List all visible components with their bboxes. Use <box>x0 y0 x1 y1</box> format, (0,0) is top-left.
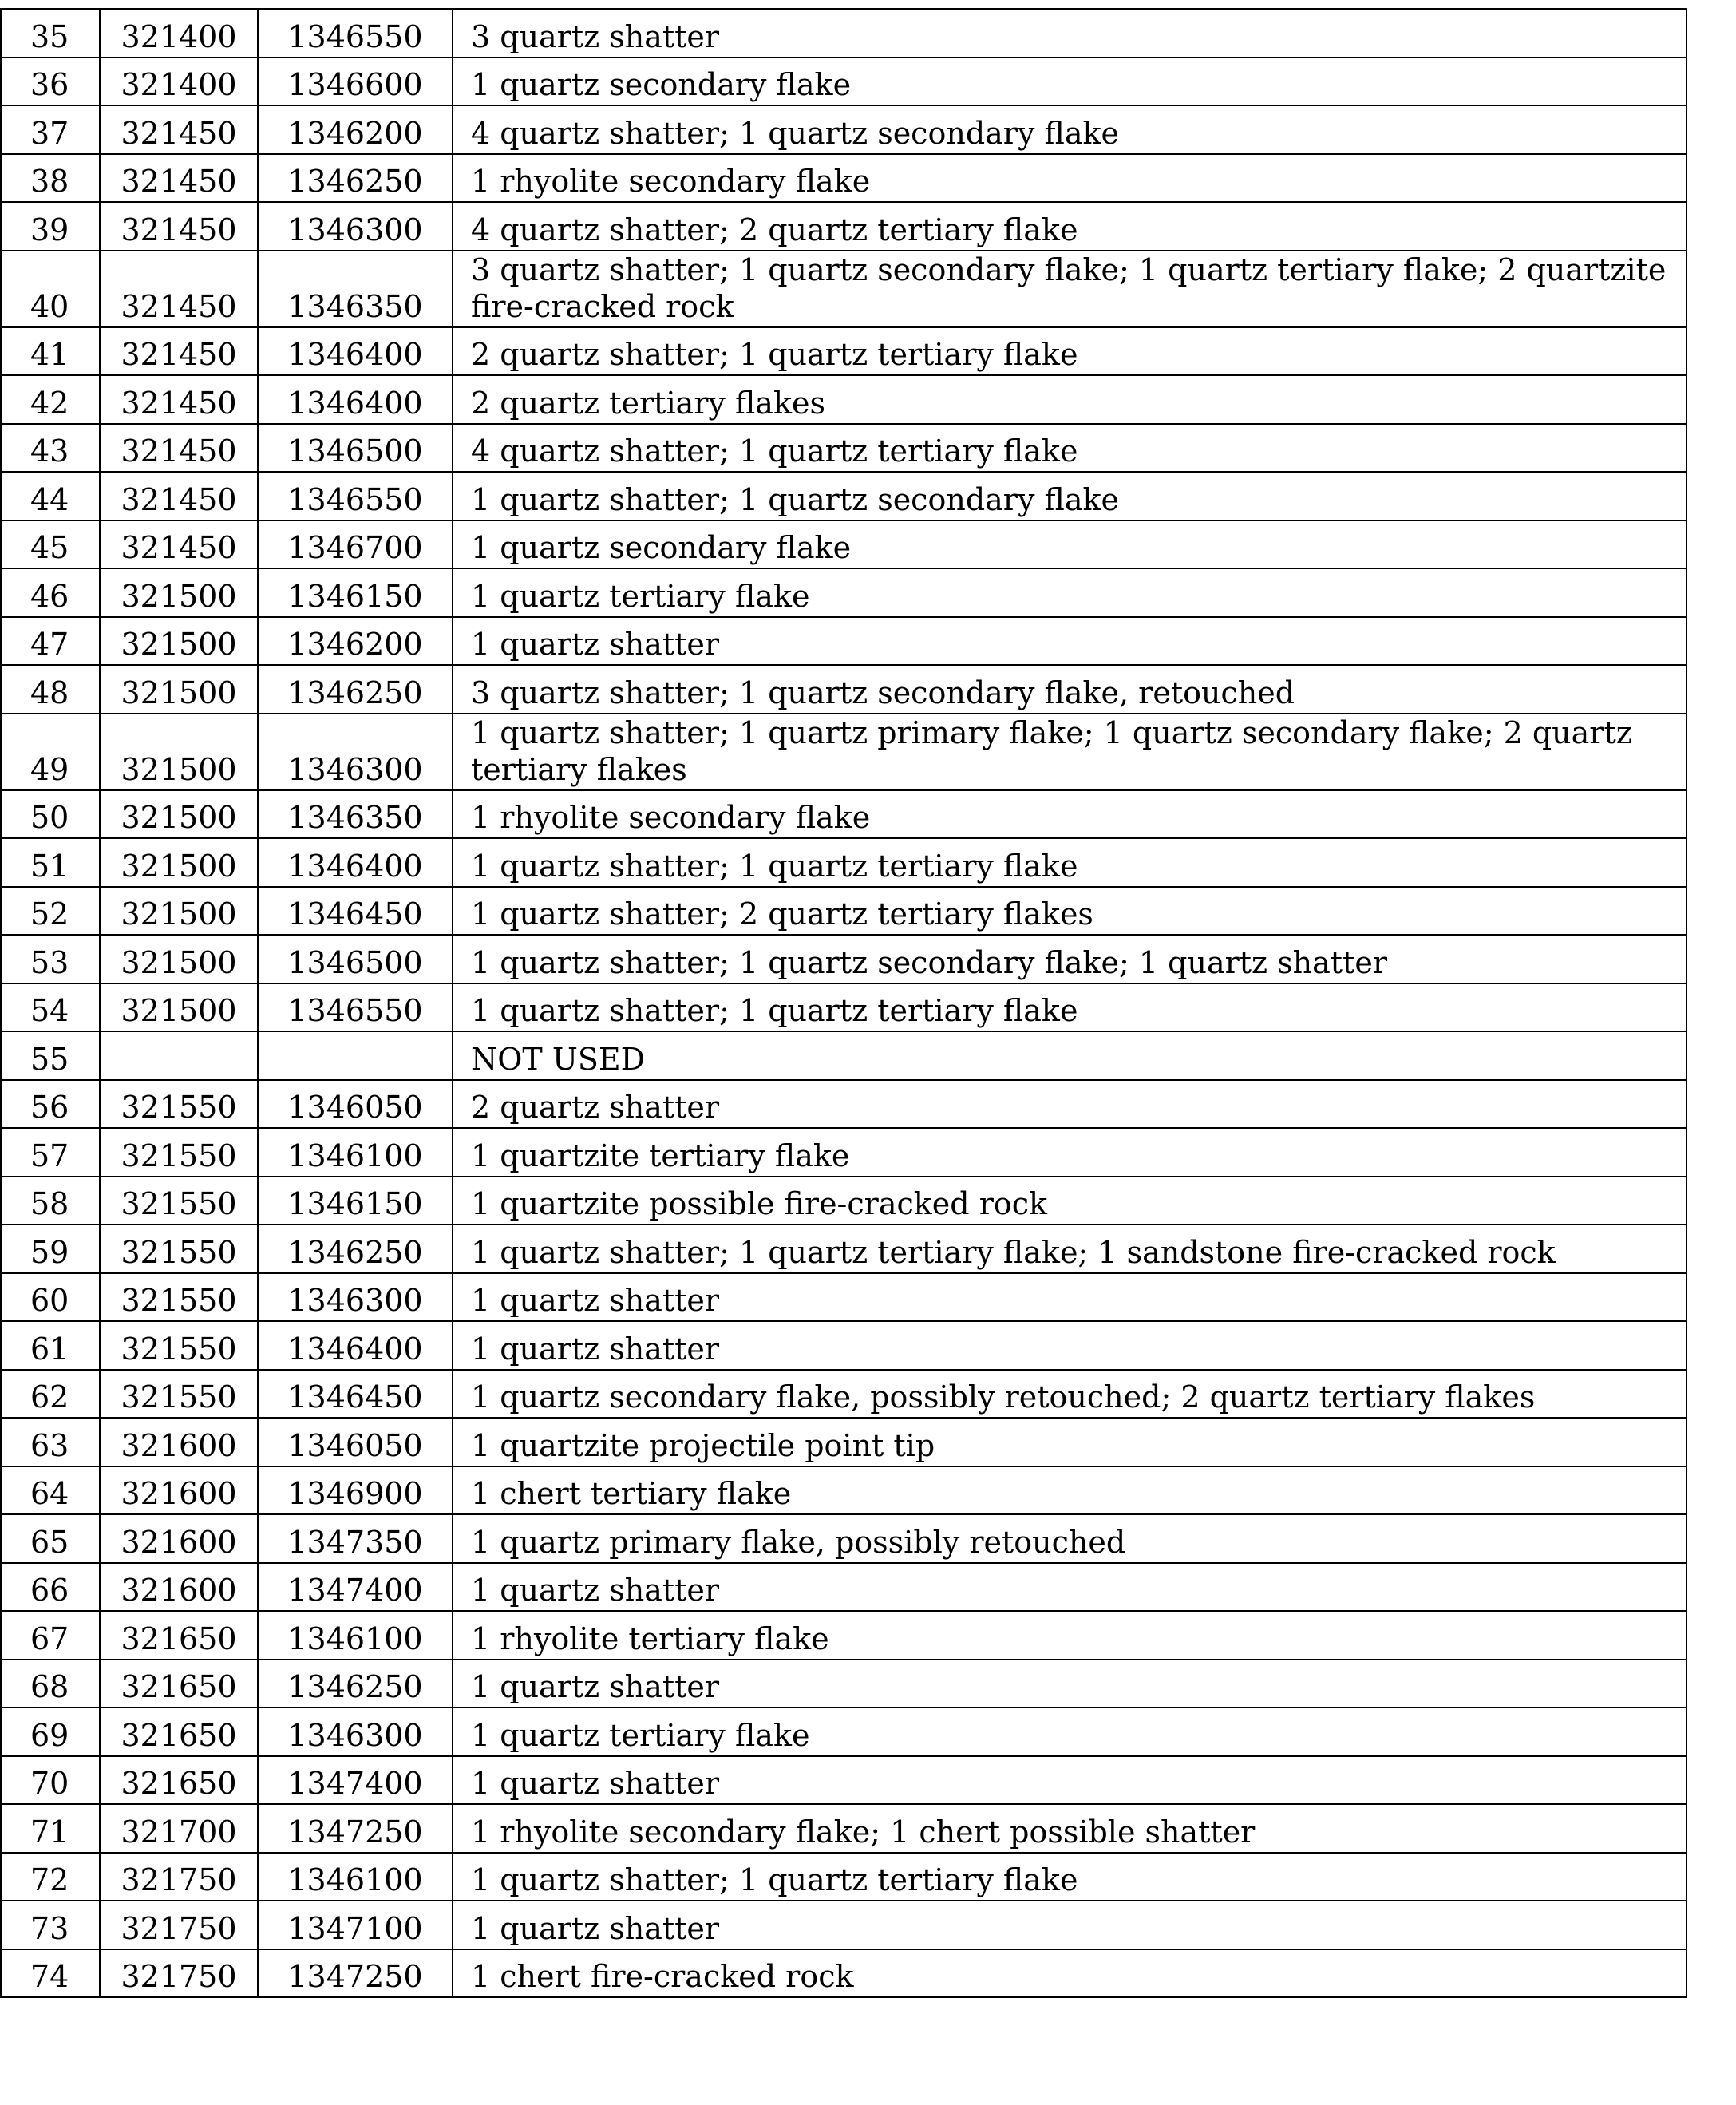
easting-cell: 321650 <box>100 1611 258 1660</box>
artifact-table-body <box>1 9 1687 1997</box>
easting-cell: 321500 <box>100 983 258 1032</box>
description-cell: 1 quartz shatter <box>453 617 1687 666</box>
table-row <box>1 568 1687 617</box>
description-cell: 1 quartz shatter; 1 quartz secondary flake; 1 quartz shatter <box>453 935 1687 983</box>
description-cell: 4 quartz shatter; 1 quartz tertiary flake <box>453 424 1687 473</box>
northing-cell: 1346050 <box>258 1418 453 1466</box>
easting-cell: 321550 <box>100 1273 258 1322</box>
row-number-cell: 71 <box>1 1804 100 1853</box>
row-number-cell: 68 <box>1 1660 100 1708</box>
table-row <box>1 1128 1687 1177</box>
row-number-cell: 62 <box>1 1370 100 1419</box>
northing-cell: 1346350 <box>258 251 453 327</box>
easting-cell: 321500 <box>100 714 258 790</box>
easting-cell <box>100 1031 258 1080</box>
description-cell: 2 quartz tertiary flakes <box>453 375 1687 424</box>
northing-cell: 1346300 <box>258 1273 453 1322</box>
description-cell: 2 quartz shatter <box>453 1080 1687 1129</box>
northing-cell: 1346250 <box>258 154 453 203</box>
description-cell: 1 quartz shatter <box>453 1563 1687 1612</box>
row-number-cell: 60 <box>1 1273 100 1322</box>
table-row <box>1 57 1687 106</box>
northing-cell: 1346100 <box>258 1853 453 1901</box>
table-row <box>1 375 1687 424</box>
row-number-cell: 37 <box>1 105 100 154</box>
row-number-cell: 41 <box>1 327 100 376</box>
description-cell: 1 quartz primary flake, possibly retouched <box>453 1514 1687 1563</box>
easting-cell: 321450 <box>100 154 258 203</box>
row-number-cell: 38 <box>1 154 100 203</box>
easting-cell: 321500 <box>100 838 258 887</box>
easting-cell: 321500 <box>100 617 258 666</box>
table-row <box>1 424 1687 473</box>
easting-cell: 321550 <box>100 1080 258 1129</box>
easting-cell: 321750 <box>100 1949 258 1998</box>
easting-cell: 321550 <box>100 1370 258 1419</box>
northing-cell: 1346700 <box>258 520 453 569</box>
description-cell: 1 quartzite projectile point tip <box>453 1418 1687 1466</box>
northing-cell: 1346350 <box>258 790 453 839</box>
table-row <box>1 1225 1687 1273</box>
description-cell: 1 quartz shatter <box>453 1321 1687 1370</box>
description-cell: 1 quartz secondary flake, possibly retouched; 2 quartz tertiary flakes <box>453 1370 1687 1419</box>
table-row <box>1 1418 1687 1466</box>
easting-cell: 321650 <box>100 1707 258 1756</box>
row-number-cell: 74 <box>1 1949 100 1998</box>
easting-cell: 321750 <box>100 1853 258 1901</box>
description-cell: 1 quartz shatter <box>453 1660 1687 1708</box>
table-row <box>1 1563 1687 1612</box>
table-row <box>1 327 1687 376</box>
northing-cell: 1346100 <box>258 1611 453 1660</box>
northing-cell: 1346250 <box>258 1225 453 1273</box>
row-number-cell: 67 <box>1 1611 100 1660</box>
row-number-cell: 58 <box>1 1177 100 1225</box>
row-number-cell: 72 <box>1 1853 100 1901</box>
northing-cell: 1346100 <box>258 1128 453 1177</box>
row-number-cell: 54 <box>1 983 100 1032</box>
table-row <box>1 665 1687 714</box>
row-number-cell: 57 <box>1 1128 100 1177</box>
northing-cell: 1346400 <box>258 375 453 424</box>
table-row <box>1 617 1687 666</box>
northing-cell: 1347400 <box>258 1756 453 1805</box>
row-number-cell: 70 <box>1 1756 100 1805</box>
description-cell: 1 rhyolite secondary flake <box>453 790 1687 839</box>
table-row <box>1 790 1687 839</box>
description-cell: 1 rhyolite tertiary flake <box>453 1611 1687 1660</box>
northing-cell <box>258 1031 453 1080</box>
northing-cell: 1346050 <box>258 1080 453 1129</box>
northing-cell: 1346450 <box>258 1370 453 1419</box>
table-row <box>1 1804 1687 1853</box>
easting-cell: 321600 <box>100 1466 258 1515</box>
easting-cell: 321550 <box>100 1225 258 1273</box>
row-number-cell: 65 <box>1 1514 100 1563</box>
description-cell: 1 rhyolite secondary flake; 1 chert possible shatter <box>453 1804 1687 1853</box>
row-number-cell: 52 <box>1 887 100 936</box>
easting-cell: 321500 <box>100 935 258 983</box>
easting-cell: 321450 <box>100 472 258 520</box>
northing-cell: 1346300 <box>258 202 453 251</box>
row-number-cell: 66 <box>1 1563 100 1612</box>
easting-cell: 321450 <box>100 424 258 473</box>
row-number-cell: 46 <box>1 568 100 617</box>
table-row <box>1 1080 1687 1129</box>
row-number-cell: 55 <box>1 1031 100 1080</box>
description-cell: 3 quartz shatter; 1 quartz secondary flake; 1 quartz tertiary flake; 2 quartzite fire-cracked rock <box>453 251 1687 327</box>
easting-cell: 321750 <box>100 1901 258 1949</box>
row-number-cell: 64 <box>1 1466 100 1515</box>
northing-cell: 1347250 <box>258 1804 453 1853</box>
table-row <box>1 1031 1687 1080</box>
table-row <box>1 105 1687 154</box>
northing-cell: 1346450 <box>258 887 453 936</box>
easting-cell: 321450 <box>100 202 258 251</box>
row-number-cell: 59 <box>1 1225 100 1273</box>
table-row <box>1 983 1687 1032</box>
northing-cell: 1346550 <box>258 9 453 57</box>
northing-cell: 1347250 <box>258 1949 453 1998</box>
table-row <box>1 1321 1687 1370</box>
table-row <box>1 520 1687 569</box>
easting-cell: 321600 <box>100 1418 258 1466</box>
easting-cell: 321700 <box>100 1804 258 1853</box>
row-number-cell: 73 <box>1 1901 100 1949</box>
northing-cell: 1347400 <box>258 1563 453 1612</box>
easting-cell: 321550 <box>100 1321 258 1370</box>
table-row <box>1 1370 1687 1419</box>
northing-cell: 1346500 <box>258 935 453 983</box>
easting-cell: 321500 <box>100 665 258 714</box>
table-row <box>1 1660 1687 1708</box>
row-number-cell: 50 <box>1 790 100 839</box>
easting-cell: 321400 <box>100 57 258 106</box>
northing-cell: 1346600 <box>258 57 453 106</box>
table-row <box>1 154 1687 203</box>
description-cell: 1 quartz tertiary flake <box>453 568 1687 617</box>
table-row <box>1 1707 1687 1756</box>
description-cell: 3 quartz shatter; 1 quartz secondary flake, retouched <box>453 665 1687 714</box>
row-number-cell: 53 <box>1 935 100 983</box>
easting-cell: 321450 <box>100 105 258 154</box>
easting-cell: 321450 <box>100 327 258 376</box>
description-cell: 1 quartz shatter <box>453 1756 1687 1805</box>
description-cell: 4 quartz shatter; 1 quartz secondary flake <box>453 105 1687 154</box>
row-number-cell: 39 <box>1 202 100 251</box>
description-cell: 1 quartzite possible fire-cracked rock <box>453 1177 1687 1225</box>
row-number-cell: 56 <box>1 1080 100 1129</box>
description-cell: 1 quartz shatter; 1 quartz primary flake; 1 quartz secondary flake; 2 quartz tertiary flakes <box>453 714 1687 790</box>
table-row <box>1 1611 1687 1660</box>
northing-cell: 1346300 <box>258 1707 453 1756</box>
description-cell: 3 quartz shatter <box>453 9 1687 57</box>
row-number-cell: 45 <box>1 520 100 569</box>
table-row <box>1 1466 1687 1515</box>
easting-cell: 321450 <box>100 251 258 327</box>
northing-cell: 1346200 <box>258 105 453 154</box>
northing-cell: 1346200 <box>258 617 453 666</box>
northing-cell: 1346550 <box>258 472 453 520</box>
northing-cell: 1347350 <box>258 1514 453 1563</box>
easting-cell: 321500 <box>100 790 258 839</box>
row-number-cell: 61 <box>1 1321 100 1370</box>
description-cell: 1 quartz shatter; 1 quartz tertiary flake <box>453 838 1687 887</box>
table-row <box>1 1949 1687 1998</box>
northing-cell: 1346400 <box>258 838 453 887</box>
table-row <box>1 472 1687 520</box>
table-row <box>1 1273 1687 1322</box>
description-cell: 1 quartz shatter; 1 quartz tertiary flake <box>453 1853 1687 1901</box>
northing-cell: 1346150 <box>258 568 453 617</box>
easting-cell: 321450 <box>100 520 258 569</box>
description-cell: 1 chert fire-cracked rock <box>453 1949 1687 1998</box>
table-row <box>1 838 1687 887</box>
easting-cell: 321600 <box>100 1514 258 1563</box>
description-cell: 2 quartz shatter; 1 quartz tertiary flake <box>453 327 1687 376</box>
description-cell: 1 quartz shatter; 1 quartz tertiary flake <box>453 983 1687 1032</box>
row-number-cell: 36 <box>1 57 100 106</box>
northing-cell: 1346400 <box>258 1321 453 1370</box>
description-cell: NOT USED <box>453 1031 1687 1080</box>
row-number-cell: 47 <box>1 617 100 666</box>
row-number-cell: 40 <box>1 251 100 327</box>
table-row <box>1 1514 1687 1563</box>
row-number-cell: 42 <box>1 375 100 424</box>
northing-cell: 1346300 <box>258 714 453 790</box>
row-number-cell: 49 <box>1 714 100 790</box>
easting-cell: 321550 <box>100 1128 258 1177</box>
description-cell: 1 quartz shatter; 1 quartz secondary flake <box>453 472 1687 520</box>
easting-cell: 321400 <box>100 9 258 57</box>
easting-cell: 321600 <box>100 1563 258 1612</box>
table-row <box>1 1756 1687 1805</box>
row-number-cell: 48 <box>1 665 100 714</box>
row-number-cell: 51 <box>1 838 100 887</box>
description-cell: 1 quartz shatter; 1 quartz tertiary flake; 1 sandstone fire-cracked rock <box>453 1225 1687 1273</box>
description-cell: 1 quartz shatter; 2 quartz tertiary flakes <box>453 887 1687 936</box>
northing-cell: 1346150 <box>258 1177 453 1225</box>
northing-cell: 1346250 <box>258 1660 453 1708</box>
row-number-cell: 63 <box>1 1418 100 1466</box>
row-number-cell: 43 <box>1 424 100 473</box>
easting-cell: 321500 <box>100 568 258 617</box>
table-row <box>1 714 1687 790</box>
northing-cell: 1346900 <box>258 1466 453 1515</box>
artifact-table <box>0 8 1687 1998</box>
easting-cell: 321550 <box>100 1177 258 1225</box>
table-row <box>1 202 1687 251</box>
northing-cell: 1346400 <box>258 327 453 376</box>
easting-cell: 321500 <box>100 887 258 936</box>
easting-cell: 321650 <box>100 1660 258 1708</box>
row-number-cell: 69 <box>1 1707 100 1756</box>
row-number-cell: 44 <box>1 472 100 520</box>
northing-cell: 1346550 <box>258 983 453 1032</box>
description-cell: 1 quartz secondary flake <box>453 57 1687 106</box>
easting-cell: 321650 <box>100 1756 258 1805</box>
easting-cell: 321450 <box>100 375 258 424</box>
table-row <box>1 9 1687 57</box>
table-row <box>1 251 1687 327</box>
table-row <box>1 887 1687 936</box>
northing-cell: 1346500 <box>258 424 453 473</box>
table-row <box>1 935 1687 983</box>
table-row <box>1 1177 1687 1225</box>
description-cell: 1 quartz secondary flake <box>453 520 1687 569</box>
description-cell: 1 quartz shatter <box>453 1901 1687 1949</box>
table-row <box>1 1853 1687 1901</box>
table-row <box>1 1901 1687 1949</box>
description-cell: 1 quartz shatter <box>453 1273 1687 1322</box>
description-cell: 1 chert tertiary flake <box>453 1466 1687 1515</box>
description-cell: 4 quartz shatter; 2 quartz tertiary flake <box>453 202 1687 251</box>
northing-cell: 1347100 <box>258 1901 453 1949</box>
description-cell: 1 quartzite tertiary flake <box>453 1128 1687 1177</box>
row-number-cell: 35 <box>1 9 100 57</box>
description-cell: 1 rhyolite secondary flake <box>453 154 1687 203</box>
description-cell: 1 quartz tertiary flake <box>453 1707 1687 1756</box>
northing-cell: 1346250 <box>258 665 453 714</box>
